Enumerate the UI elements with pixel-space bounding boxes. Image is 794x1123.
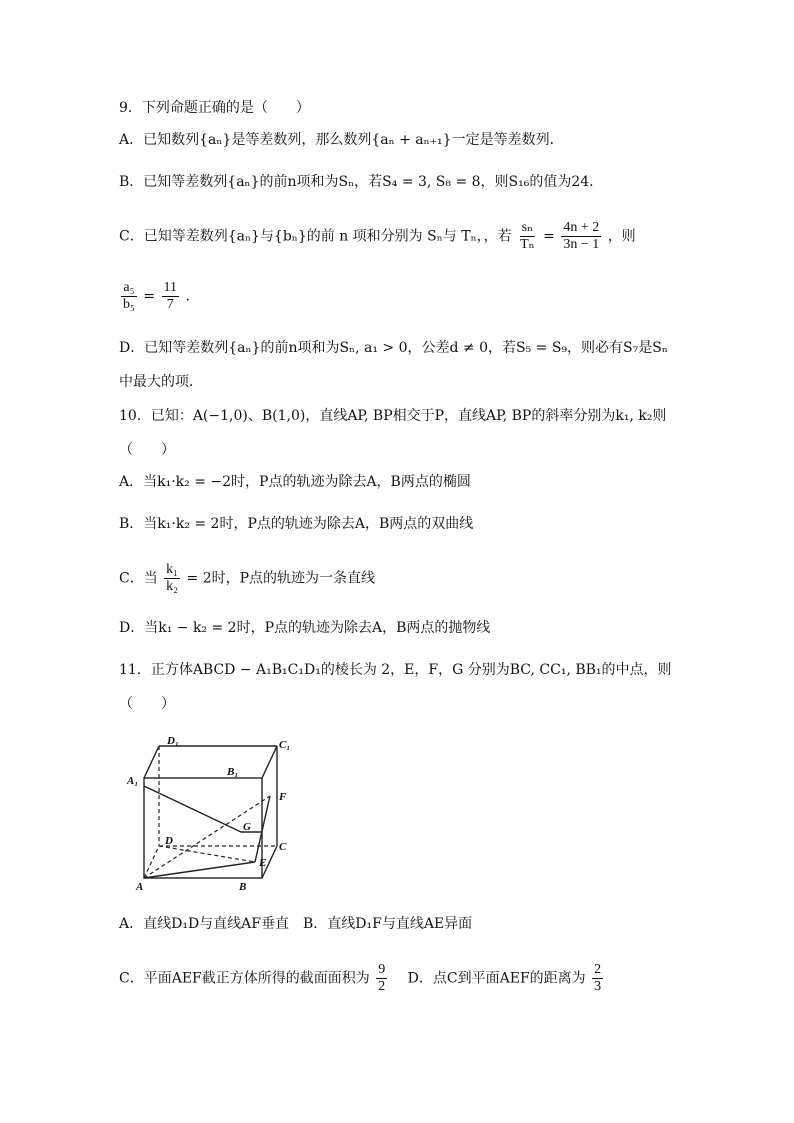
q9-c-equals: = <box>543 228 555 245</box>
q10-stem-line1: 10．已知：A(−1,0)、B(1,0)，直线AP, BP相交于P，直线AP, BP的斜率分别为k₁, k₂则 <box>119 408 667 424</box>
q9-option-a: A．已知数列{aₙ}是等差数列，那么数列{aₙ + aₙ₊₁}一定是等差数列． <box>119 132 564 148</box>
q10-option-c <box>119 562 375 595</box>
segment-ae <box>144 862 255 878</box>
q9-c2-equals: = <box>143 288 156 305</box>
q10-option-a: A．当k₁·k₂ = −2时，P点的轨迹为除去A，B两点的椭圆 <box>119 474 471 490</box>
q11-options-ab: A．直线D₁D与直线AF垂直 B．直线D₁F与直线AE异面 <box>119 916 473 932</box>
q11-stem-line1: 11．正方体ABCD − A₁B₁C₁D₁的棱长为 2，E，F，G 分别为BC, CC₁, BB₁的中点，则 <box>119 662 672 678</box>
edge-a1d1 <box>144 746 159 778</box>
q10-option-d: D．当k₁ − k₂ = 2时，P点的轨迹为除去A，B两点的抛物线 <box>119 620 491 636</box>
label-b: B <box>239 881 247 893</box>
q11-c-text: C．平面AEF截正方体所得的截面面积为 <box>119 970 370 987</box>
label-c: C <box>279 841 287 853</box>
q11-d-text: D．点C到平面AEF的距离为 <box>393 970 586 987</box>
hidden-segment-de <box>159 846 255 862</box>
q9-option-c-line2 <box>119 280 199 313</box>
label-c1: C₁ <box>279 739 291 751</box>
q10-c-prefix: C．当 <box>119 570 158 587</box>
q11-stem-line2: （ ） <box>119 696 175 712</box>
q9-option-c-text: C．已知等差数列{aₙ}与{bₙ}的前 n 项和分别为 Sₙ与 Tₙ，，若 <box>119 228 512 245</box>
q9-c-fraction-11-over-7: $\frac{11}{7}$ <box>163 280 178 312</box>
hidden-segment-af <box>144 796 270 878</box>
q9-c-fraction-a-over-b: $\frac{\text{a₅}}{\text{b₅}}$ <box>123 280 135 312</box>
q9-option-b: B．已知等差数列{aₙ}的前n项和为Sₙ，若S₄ = 3, S₈ = 8，则S₁₆的值为24． <box>119 174 604 190</box>
label-f: F <box>279 791 287 803</box>
q9-c2-tail: ． <box>185 288 200 305</box>
q10-c-fraction-k1-over-k2: $\frac{\text{k₁}}{\text{k₂}}$ <box>166 562 179 594</box>
q11-c-fraction-9-over-2: $\frac{9}{2}$ <box>378 962 386 994</box>
q10-option-b: B．当k₁·k₂ = 2时，P点的轨迹为除去A，B两点的双曲线 <box>119 516 474 532</box>
label-a1: A₁ <box>127 775 139 787</box>
q9-c-tail: ，则 <box>607 228 636 245</box>
label-g: G <box>243 821 251 833</box>
label-b1: B₁ <box>227 766 239 778</box>
label-d: D <box>165 835 173 847</box>
label-d1: D₁ <box>167 735 179 747</box>
q9-c-fraction-s-over-t: $\frac{\text{sₙ}}{\text{Tₙ}}$ <box>520 220 535 252</box>
q10-c-suffix: = 2时，P点的轨迹为一条直线 <box>186 570 376 587</box>
label-a: A <box>136 881 144 893</box>
q9-option-c-line1 <box>119 220 636 253</box>
q9-option-d-line2: 中最大的项． <box>119 374 203 390</box>
edge-b1c1 <box>262 746 277 778</box>
q9-c-fraction-ratio: $\frac{4n + 2}{3n - 1}$ <box>563 220 600 252</box>
cube-figure <box>119 728 299 896</box>
q11-options-cd <box>119 962 605 995</box>
label-e: E <box>259 857 267 869</box>
q9-stem: 9．下列命题正确的是（ ） <box>119 100 310 116</box>
q10-stem-line2: （ ） <box>119 442 175 458</box>
q11-d-fraction-2-over-3: $\frac{2}{3}$ <box>594 962 602 994</box>
q9-option-d-line1: D．已知等差数列{aₙ}的前n项和为Sₙ, a₁ > 0，公差d ≠ 0，若S₅ = S₉，则必有S₇是Sₙ <box>119 340 668 356</box>
